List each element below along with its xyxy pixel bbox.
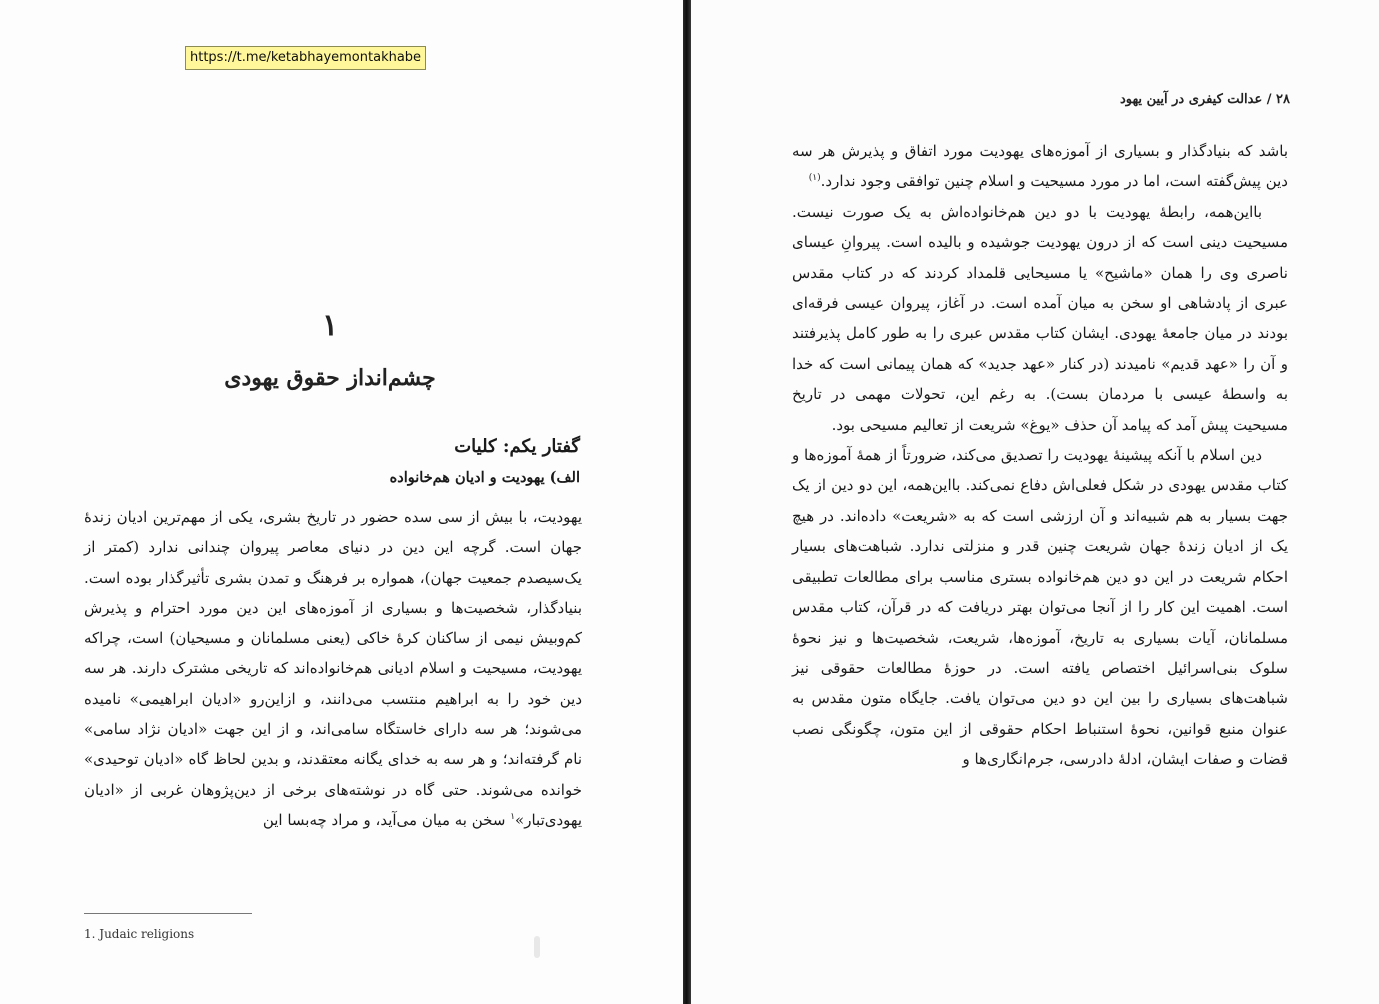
chapter-title: چشم‌انداز حقوق یهودی — [224, 365, 436, 391]
right-paragraph-3: دین اسلام با آنکه پیشینهٔ یهودیت را تصدیق می‌کند، ضرورتاً از همهٔ آموزه‌ها و کتاب مقدس یهودی در شکل فعلی‌اش دفاع نمی‌کند. بااین‌همه، این دو دین از یک جهت بسیار به هم شبیه‌اند و آن ارزشی است که به «شریعت» داده‌اند. در هیچ یک از ادیان زندهٔ جهان شریعت چنین قدر و منزلتی ندارد. شباهت‌های بسیار احکام شریعت در این دو دین هم‌خانواده بستری مناسب برای مطالعات تطبیقی است. اهمیت این کار را از آنجا می‌توان بهتر دریافت که در قرآن، کتاب مقدس مسلمانان، آیات بسیاری به تاریخ، آموزه‌ها، شریعت، شخصیت‌ها و نیز نحوهٔ سلوک بنی‌اسرائیل اختصاص یافته است. در حوزهٔ مطالعات حقوقی نیز شباهت‌های بسیاری را بین این دو دین می‌توان یافت. جایگاه متون مقدس به عنوان منبع قوانین، نحوهٔ استنباط احکام حقوقی از این متون، چگونگی نصب قضات و صفات ایشان، ادلهٔ دادرسی، جرم‌انگاری‌ها و — [792, 446, 1288, 769]
right-paragraph-2: بااین‌همه، رابطهٔ یهودیت با دو دین هم‌خانواده‌اش به یک صورت نیست. مسیحیت دینی است که از درون یهودیت جوشیده و بالیده است. پیروانِ عیسای ناصری وی را همان «ماشیح» یا مسیحایی قلمداد کردند که در کتاب مقدس عبری از پادشاهی او سخن به میان آمده است. در آغاز، پیروان عیسی فرقه‌ای بودند در میان جامعهٔ یهودی. ایشان کتاب مقدس عبری را به طور کامل پذیرفتند و آن را «عهد قدیم» نامیدند (در کنار «عهد جدید» که همان پیمانی است که خدا به واسطهٔ عیسی با مردمان بست). به رغم این، تحولات مهمی در تاریخ مسیحیت پیش آمد که پیامد آن حذف «یوغ» شریعت از تعالیم مسیحی بود. — [792, 202, 1288, 434]
left-paragraph — [84, 502, 582, 835]
right-body-text — [792, 136, 1288, 775]
left-paragraph-end: سخن به میان می‌آید، و مراد چه‌بسا این — [262, 810, 511, 829]
left-body-text — [84, 502, 582, 835]
left-paragraph-text: یهودیت، با بیش از سی سده حضور در تاریخ بشری، یکی از مهم‌ترین ادیان زندهٔ جهان است. گرچه این دین در دنیای معاصر پیروان چندانی ندارد (کمتر از یک‌سیصدم جمعیت جهان)، همواره بر فرهنگ و تمدن بشری تأثیرگذار بوده است. بنیادگذار، شخصیت‌ها و بسیاری از آموزه‌های این دین مورد احترام و پذیرش کم‌وبیش نیمی از ساکنان کرهٔ خاکی (یعنی مسلمانان و مسیحیان) است، چراکه یهودیت، مسیحیت و اسلام ادیانی هم‌خانواده‌اند که تاریخی مشترک دارند. هر سه دین خود را به ابراهیم منتسب می‌دانند، و ازاین‌رو «ادیان ابراهیمی» نامیده می‌شوند؛ هر سه دارای خاستگاه سامی‌اند، و از این جهت «ادیان نژاد سامی» نام گرفته‌اند؛ و هر سه به خدای یگانه معتقدند، و بدین لحاظ گاه «ادیان توحیدی» خوانده می‌شوند. حتی گاه در نوشته‌های برخی از دین‌پژوهان غربی از «ادیان یهودی‌تبار» — [84, 508, 582, 829]
right-paragraph-1-text: باشد که بنیادگذار و بسیاری از آموزه‌های یهودیت مورد اتفاق و پذیرش هر سه دین پیش‌گفته است، اما در مورد مسیحیت و اسلام چنین توافقی وجود ندارد. — [792, 142, 1288, 191]
scan-smudge — [534, 936, 540, 958]
footnote-ref: ۱ — [510, 811, 516, 822]
right-paragraph-1 — [792, 136, 1288, 197]
footnote-divider — [84, 913, 252, 914]
running-header: ۲۸ / عدالت کیفری در آیین یهود — [1119, 92, 1290, 107]
left-page — [0, 0, 683, 1004]
book-gutter — [683, 0, 691, 1004]
section-title: گفتار یکم: کلیات — [454, 436, 580, 457]
telegram-url-label[interactable]: https://t.me/ketabhayemontakhabe — [185, 46, 426, 70]
footnote: 1. Judaic religions — [84, 927, 195, 941]
right-footnote-ref: (۱) — [808, 173, 821, 184]
chapter-number: ۱ — [321, 308, 339, 343]
subsection-title: الف) یهودیت و ادیان هم‌خانواده — [389, 469, 580, 486]
